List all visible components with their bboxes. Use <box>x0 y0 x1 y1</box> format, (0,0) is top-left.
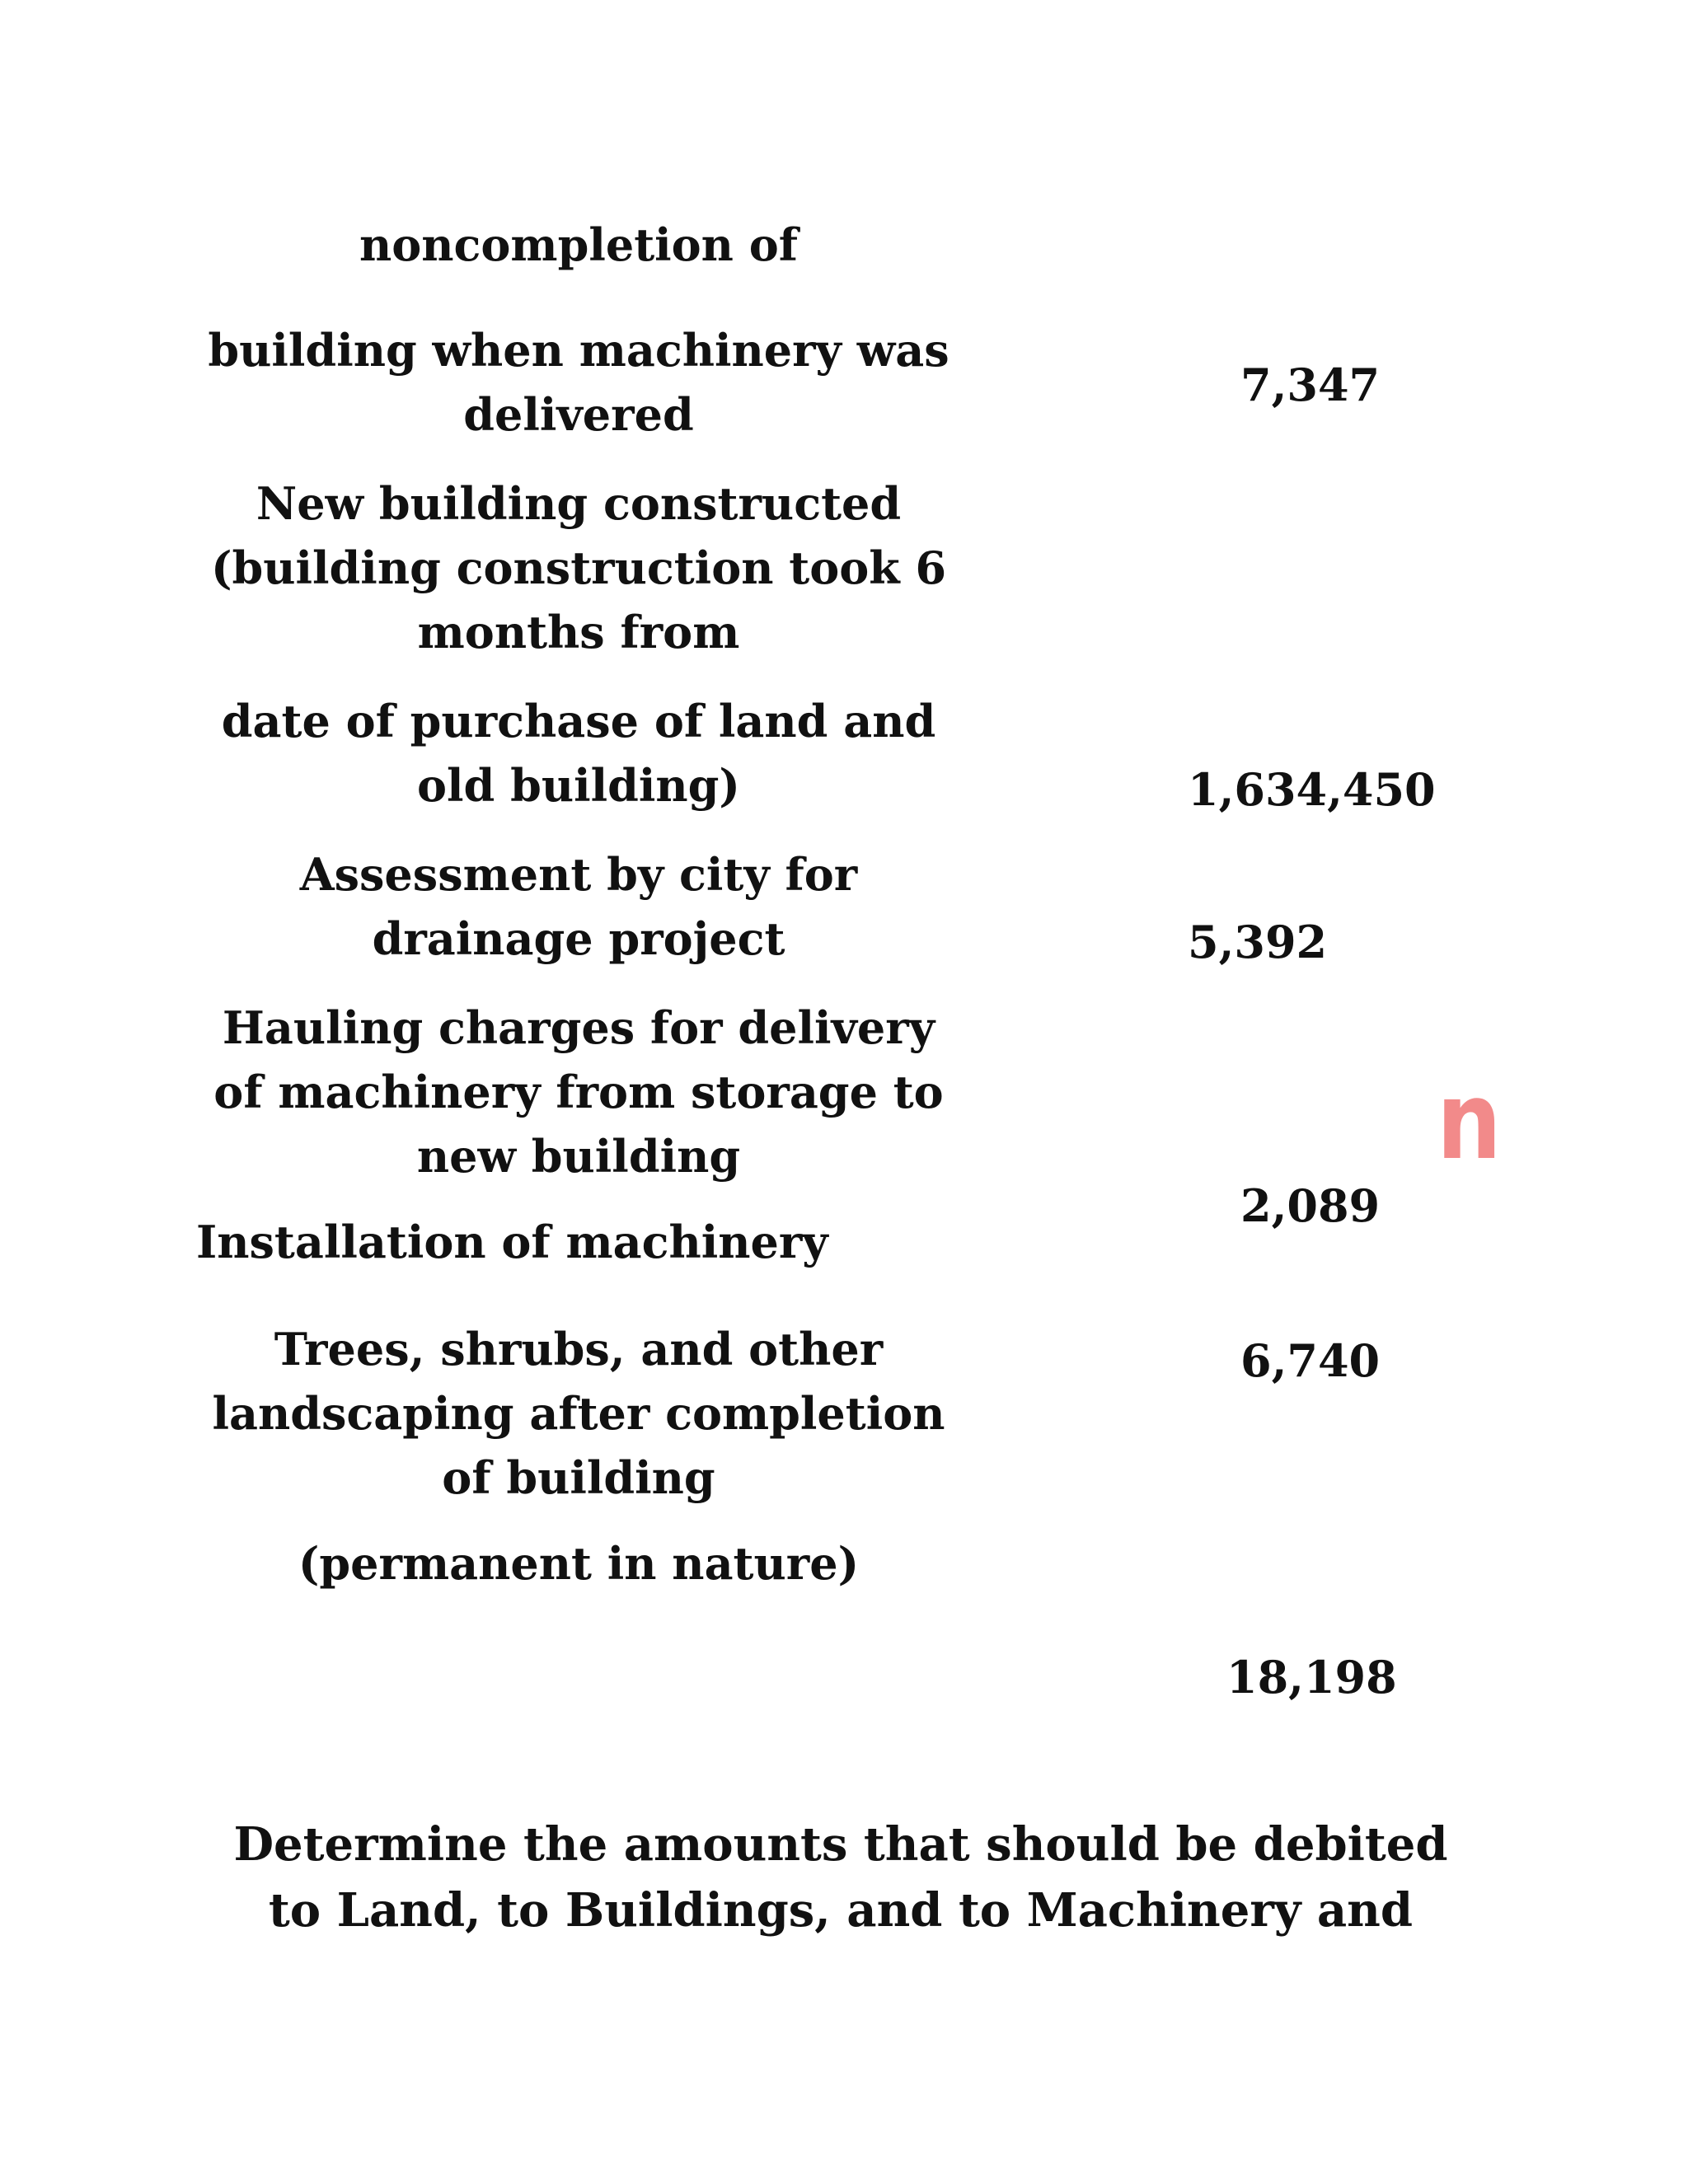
item-line: Assessment by city for <box>299 848 858 901</box>
item-line: drainage project <box>372 912 785 965</box>
item-amount: 2,089 <box>1240 1179 1381 1232</box>
item-line: Trees, shrubs, and other <box>274 1323 884 1376</box>
red-n-mark: n <box>1437 1058 1502 1183</box>
item-amount: 18,198 <box>1226 1651 1397 1704</box>
item-amount: 6,740 <box>1240 1334 1381 1387</box>
item-amount: 1,634,450 <box>1188 763 1436 816</box>
item-line: building when machinery was <box>208 324 950 377</box>
item-line: months from <box>417 606 740 658</box>
item-amount: 7,347 <box>1240 359 1381 411</box>
item-line: (building construction took 6 <box>210 541 947 594</box>
item-line: landscaping after completion <box>212 1387 945 1440</box>
item-line: Hauling charges for delivery <box>222 1001 935 1054</box>
item-line: Installation of machinery <box>196 1216 828 1268</box>
item-line: date of purchase of land and <box>221 695 936 748</box>
item-line: new building <box>416 1130 741 1183</box>
item-line: delivered <box>463 388 694 441</box>
item-amount: 5,392 <box>1188 916 1328 968</box>
item-line: of building <box>442 1451 715 1504</box>
item-line: New building constructed <box>256 477 902 530</box>
item-line: of machinery from storage to <box>213 1066 944 1118</box>
item-line: (permanent in nature) <box>298 1537 860 1590</box>
question-line: to Land, to Buildings, and to Machinery and <box>268 1883 1414 1938</box>
item-line: noncompletion of <box>359 218 798 271</box>
question-line: Determine the amounts that should be debited <box>233 1817 1448 1872</box>
item-line: old building) <box>417 759 740 812</box>
